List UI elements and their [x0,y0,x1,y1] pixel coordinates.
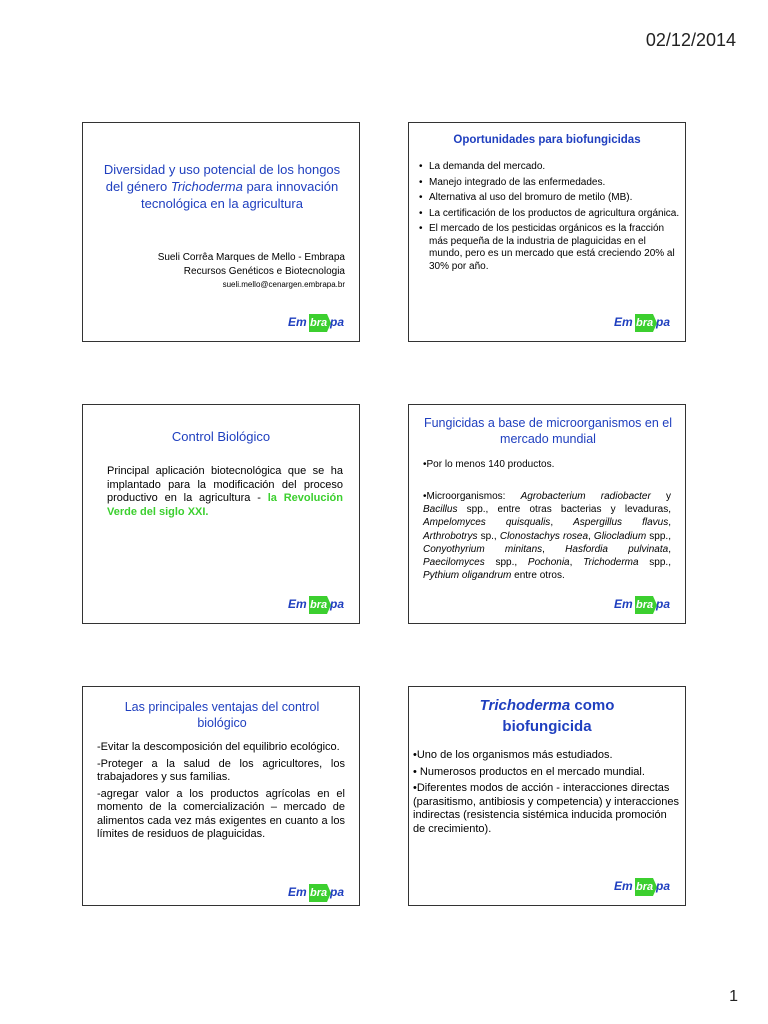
svg-text:pa: pa [330,885,345,899]
organism-separator: spp., [646,530,671,542]
bullet-item: • La demanda del mercado. [429,161,681,174]
organism-name: Pochonia [527,557,570,569]
bullet-item: • Manejo integrado de las enfermedades. [429,177,681,190]
author-email: sueli.mello@cenargen.embrapa.br [222,280,345,289]
svg-text:bra: bra [636,317,654,329]
organism-separator: spp., entre otras bacterias y levaduras, [457,504,671,516]
slide-1-heading [99,161,345,212]
embrapa-logo [287,593,351,615]
svg-text:bra: bra [636,881,654,893]
organism-separator: entre otros. [511,570,565,582]
organism-list [423,491,671,581]
title-text-post: para innovación tecnológica en la agricultura [141,179,339,211]
svg-text:bra: bra [636,599,654,611]
svg-text:Em: Em [288,315,307,329]
title-italic: Trichoderma [479,697,571,714]
page-number: 1 [729,988,738,1005]
organism-name: Pythium oligandrum [423,570,512,582]
slide-3-heading: Control Biológico [171,429,271,444]
organism-name: Gliocladium [593,530,647,542]
embrapa-logo [287,881,351,903]
svg-text:Em: Em [288,885,307,899]
list-item: -Evitar la descomposición del equilibrio ecológico. [97,741,340,753]
svg-text:Em: Em [614,315,633,329]
bullet-item: • Alternativa al uso del bromuro de metilo (MB). [429,192,681,205]
embrapa-logo [613,311,677,333]
svg-text:Em: Em [614,597,633,611]
slide-2-bullets [413,161,681,276]
slide-3-body [107,465,343,519]
slide-6-trichoderma [408,686,686,906]
slide-6-list [413,749,679,839]
list-item: -agregar valor a los productos agrícolas en el momento de la comercialización – mercado de alimentos cada vez más exigentes en cuanto a los límites de residuos de plaguicidas. [97,787,345,840]
item-prefix: •Microorganismos: [423,491,521,502]
organism-separator: , [588,530,594,542]
embrapa-logo [613,593,677,615]
organism-name: Agrobacterium radiobacter [520,491,651,502]
svg-text:bra: bra [310,317,328,329]
svg-text:Em: Em [288,597,307,611]
slide-4-item-2 [423,490,671,582]
embrapa-logo [287,311,351,333]
organism-name: Hasfordia pulvinata [565,543,669,555]
list-item: •Uno de los organismos más estudiados. [413,749,613,761]
organism-separator: spp., [638,557,671,569]
slide-4-heading: Fungicidas a base de microorganismos en el mercado mundial [423,416,673,446]
organism-name: Paecilomyces [423,557,485,569]
slide-4-item-1: •Por lo menos 140 productos. [423,459,555,470]
slide-5-ventajas [82,686,360,906]
slide-6-heading [409,695,685,737]
list-item: •Diferentes modos de acción - interacciones directas (parasitismo, antibiosis y competencia) y interacciones indirectas (resistencia sistémica inducida promoción de crecimiento). [413,782,679,835]
svg-text:pa: pa [656,597,671,611]
slide-5-list [97,741,345,845]
svg-text:Em: Em [614,879,633,893]
bullet-item: • El mercado de los pesticidas orgánicos es la fracción más pequeña de la industria de plaguicidas en el mundo, pero es un mercado que está creciendo 20% al 30% por año. [429,223,681,273]
organism-separator: , [542,543,566,555]
organism-separator: , [550,517,574,529]
organism-separator: sp., [477,530,500,542]
body-text: Principal aplicación biotecnológica que se ha implantado para la modificación del proceso productivo en la agricultura - [107,465,343,504]
svg-text:pa: pa [656,315,671,329]
slide-3-control-biologico [82,404,360,624]
slide-1-author [158,251,345,292]
organism-separator: spp., [484,557,528,569]
embrapa-logo [613,875,677,897]
organism-separator: , [668,543,671,555]
slide-4-fungicidas [408,404,686,624]
organism-name: Conyothyrium minitans [423,543,543,555]
list-item: -Proteger a la salud de los agricultores, los trabajadores y sus familias. [97,757,345,783]
title-text-pre: Diversidad y uso potencial de los hongos del género [103,162,341,194]
svg-text:pa: pa [330,315,345,329]
author-line-1: Sueli Corrêa Marques de Mello - Embrapa [157,252,345,263]
list-item: • Numerosos productos en el mercado mundial. [413,765,645,778]
svg-text:bra: bra [310,599,328,611]
svg-text:bra: bra [310,887,328,899]
organism-separator: , [569,557,584,569]
svg-text:pa: pa [330,597,345,611]
slide-1-title [82,122,360,342]
svg-text:pa: pa [656,879,671,893]
highlight-text: la Revolución Verde del siglo XXI. [107,492,343,518]
organism-name: Trichoderma [583,557,639,569]
title-text-italic: Trichoderma [170,179,243,194]
title-rest: como [570,697,615,714]
organism-name: Ampelomyces quisqualis [423,517,551,529]
slide-2-heading: Oportunidades para biofungicidas [453,134,641,146]
organism-separator: y [650,491,671,502]
page-date: 02/12/2014 [645,30,736,50]
slide-5-heading: Las principales ventajas del control biológico [124,700,320,730]
slide-2-opportunities [408,122,686,342]
author-line-2: Recursos Genéticos e Biotecnologia [183,265,345,277]
bullet-item: • La certificación de los productos de agricultura orgánica. [429,208,681,221]
organism-name: Bacillus [423,504,458,516]
organism-name: Aspergillus flavus [573,517,669,529]
title-line-2: biofungicida [502,718,592,735]
organism-name: Arthrobotrys [423,530,478,542]
organism-separator: , [668,517,671,529]
organism-name: Clonostachys rosea [499,530,589,542]
